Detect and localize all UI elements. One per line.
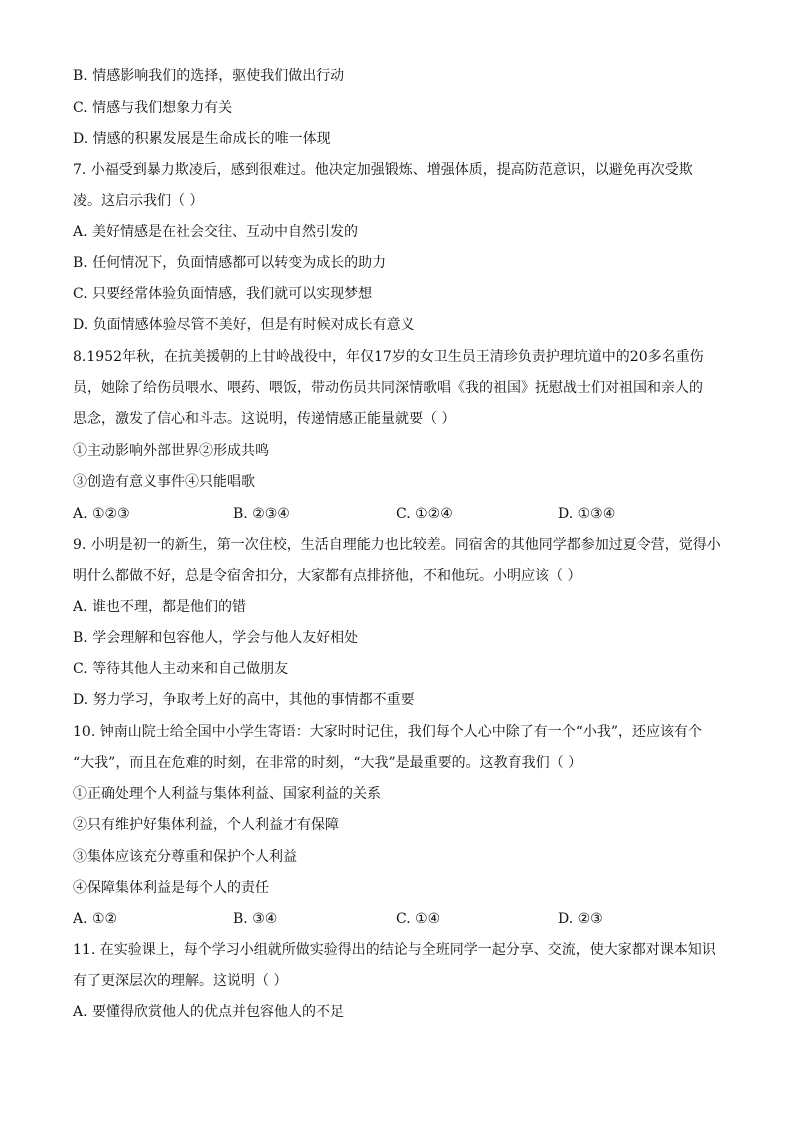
q11-option-a: A. 要懂得欣赏他人的优点并包容他人的不足 — [73, 1004, 345, 1020]
q10-option-d: D. ②③ — [558, 911, 603, 927]
q7-stem-line-1: 7. 小福受到暴力欺凌后，感到很难过。他决定加强锻炼、增强体质，提高防范意识，以避免再次受欺 — [73, 162, 693, 178]
q7-stem-line-2: 凌。这启示我们（ ） — [73, 193, 204, 209]
q6-option-d: D. 情感的积累发展是生命成长的唯一体现 — [73, 131, 331, 147]
q8-stem-line-2: 员，她除了给伤员喂水、喂药、喂饭，带动伤员共同深情歌唱《我的祖国》抚慰战士们对祖国和亲人的 — [73, 380, 703, 396]
q7-option-c: C. 只要经常体验负面情感，我们就可以实现梦想 — [73, 286, 373, 302]
q10-item-line-4: ④保障集体利益是每个人的责任 — [73, 880, 269, 896]
q9-stem-line-1: 9. 小明是初一的新生，第一次住校，生活自理能力也比较差。同宿舍的其他同学都参加过夏令营，觉得小 — [73, 537, 721, 553]
q7-option-d: D. 负面情感体验尽管不美好，但是有时候对成长有意义 — [73, 317, 415, 333]
q9-stem-line-2: 明什么都做不好，总是令宿舍扣分，大家都有点排挤他，不和他玩。小明应该（ ） — [73, 568, 582, 584]
q6-option-c: C. 情感与我们想象力有关 — [73, 100, 233, 116]
q9-option-b: B. 学会理解和包容他人，学会与他人友好相处 — [73, 630, 359, 646]
q10-stem-line-1: 10. 钟南山院士给全国中小学生寄语：大家时时记住，我们每个人心中除了有一个“小我”，还应该有个 — [73, 724, 703, 740]
q6-option-b: B. 情感影响我们的选择，驱使我们做出行动 — [73, 68, 345, 84]
q8-item-line-1: ①主动影响外部世界②形成共鸣 — [73, 443, 269, 459]
q8-option-a: A. ①②③ — [73, 506, 130, 522]
q9-option-d: D. 努力学习，争取考上好的高中，其他的事情都不重要 — [73, 692, 415, 708]
q8-option-d: D. ①③④ — [558, 506, 616, 522]
q10-option-b: B. ③④ — [233, 911, 278, 927]
q8-stem-line-3: 思念，激发了信心和斗志。这说明，传递情感正能量就要（ ） — [73, 411, 456, 427]
q11-stem-line-2: 有了更深层次的理解。这说明（ ） — [73, 973, 288, 989]
q8-option-b: B. ②③④ — [233, 506, 290, 522]
q10-option-a: A. ①② — [73, 911, 118, 927]
q9-option-a: A. 谁也不理，都是他们的错 — [73, 599, 247, 615]
q10-option-c: C. ①④ — [396, 911, 441, 927]
q9-option-c: C. 等待其他人主动来和自己做朋友 — [73, 661, 289, 677]
q8-options-row — [73, 503, 733, 525]
q10-stem-line-2: “大我”，而且在危难的时刻，在非常的时刻，“大我”是最重要的。这教育我们（ ） — [73, 755, 583, 771]
q10-item-line-2: ②只有维护好集体利益，个人利益才有保障 — [73, 817, 339, 833]
q7-option-a: A. 美好情感是在社会交往、互动中自然引发的 — [73, 224, 359, 240]
q8-item-line-2: ③创造有意义事件④只能唱歌 — [73, 474, 255, 490]
q8-stem-line-1: 8.1952年秋，在抗美援朝的上甘岭战役中，年仅17岁的女卫生员王清珍负责护理坑道中的20多名重伤 — [73, 349, 704, 365]
q11-stem-line-1: 11. 在实验课上，每个学习小组就所做实验得出的结论与全班同学一起分享、交流，使大家都对课本知识 — [73, 942, 716, 958]
q8-option-c: C. ①②④ — [396, 506, 453, 522]
q10-item-line-1: ①正确处理个人利益与集体利益、国家利益的关系 — [73, 786, 381, 802]
q7-option-b: B. 任何情况下，负面情感都可以转变为成长的助力 — [73, 255, 387, 271]
q10-item-line-3: ③集体应该充分尊重和保护个人利益 — [73, 849, 297, 865]
q10-options-row — [73, 908, 733, 930]
